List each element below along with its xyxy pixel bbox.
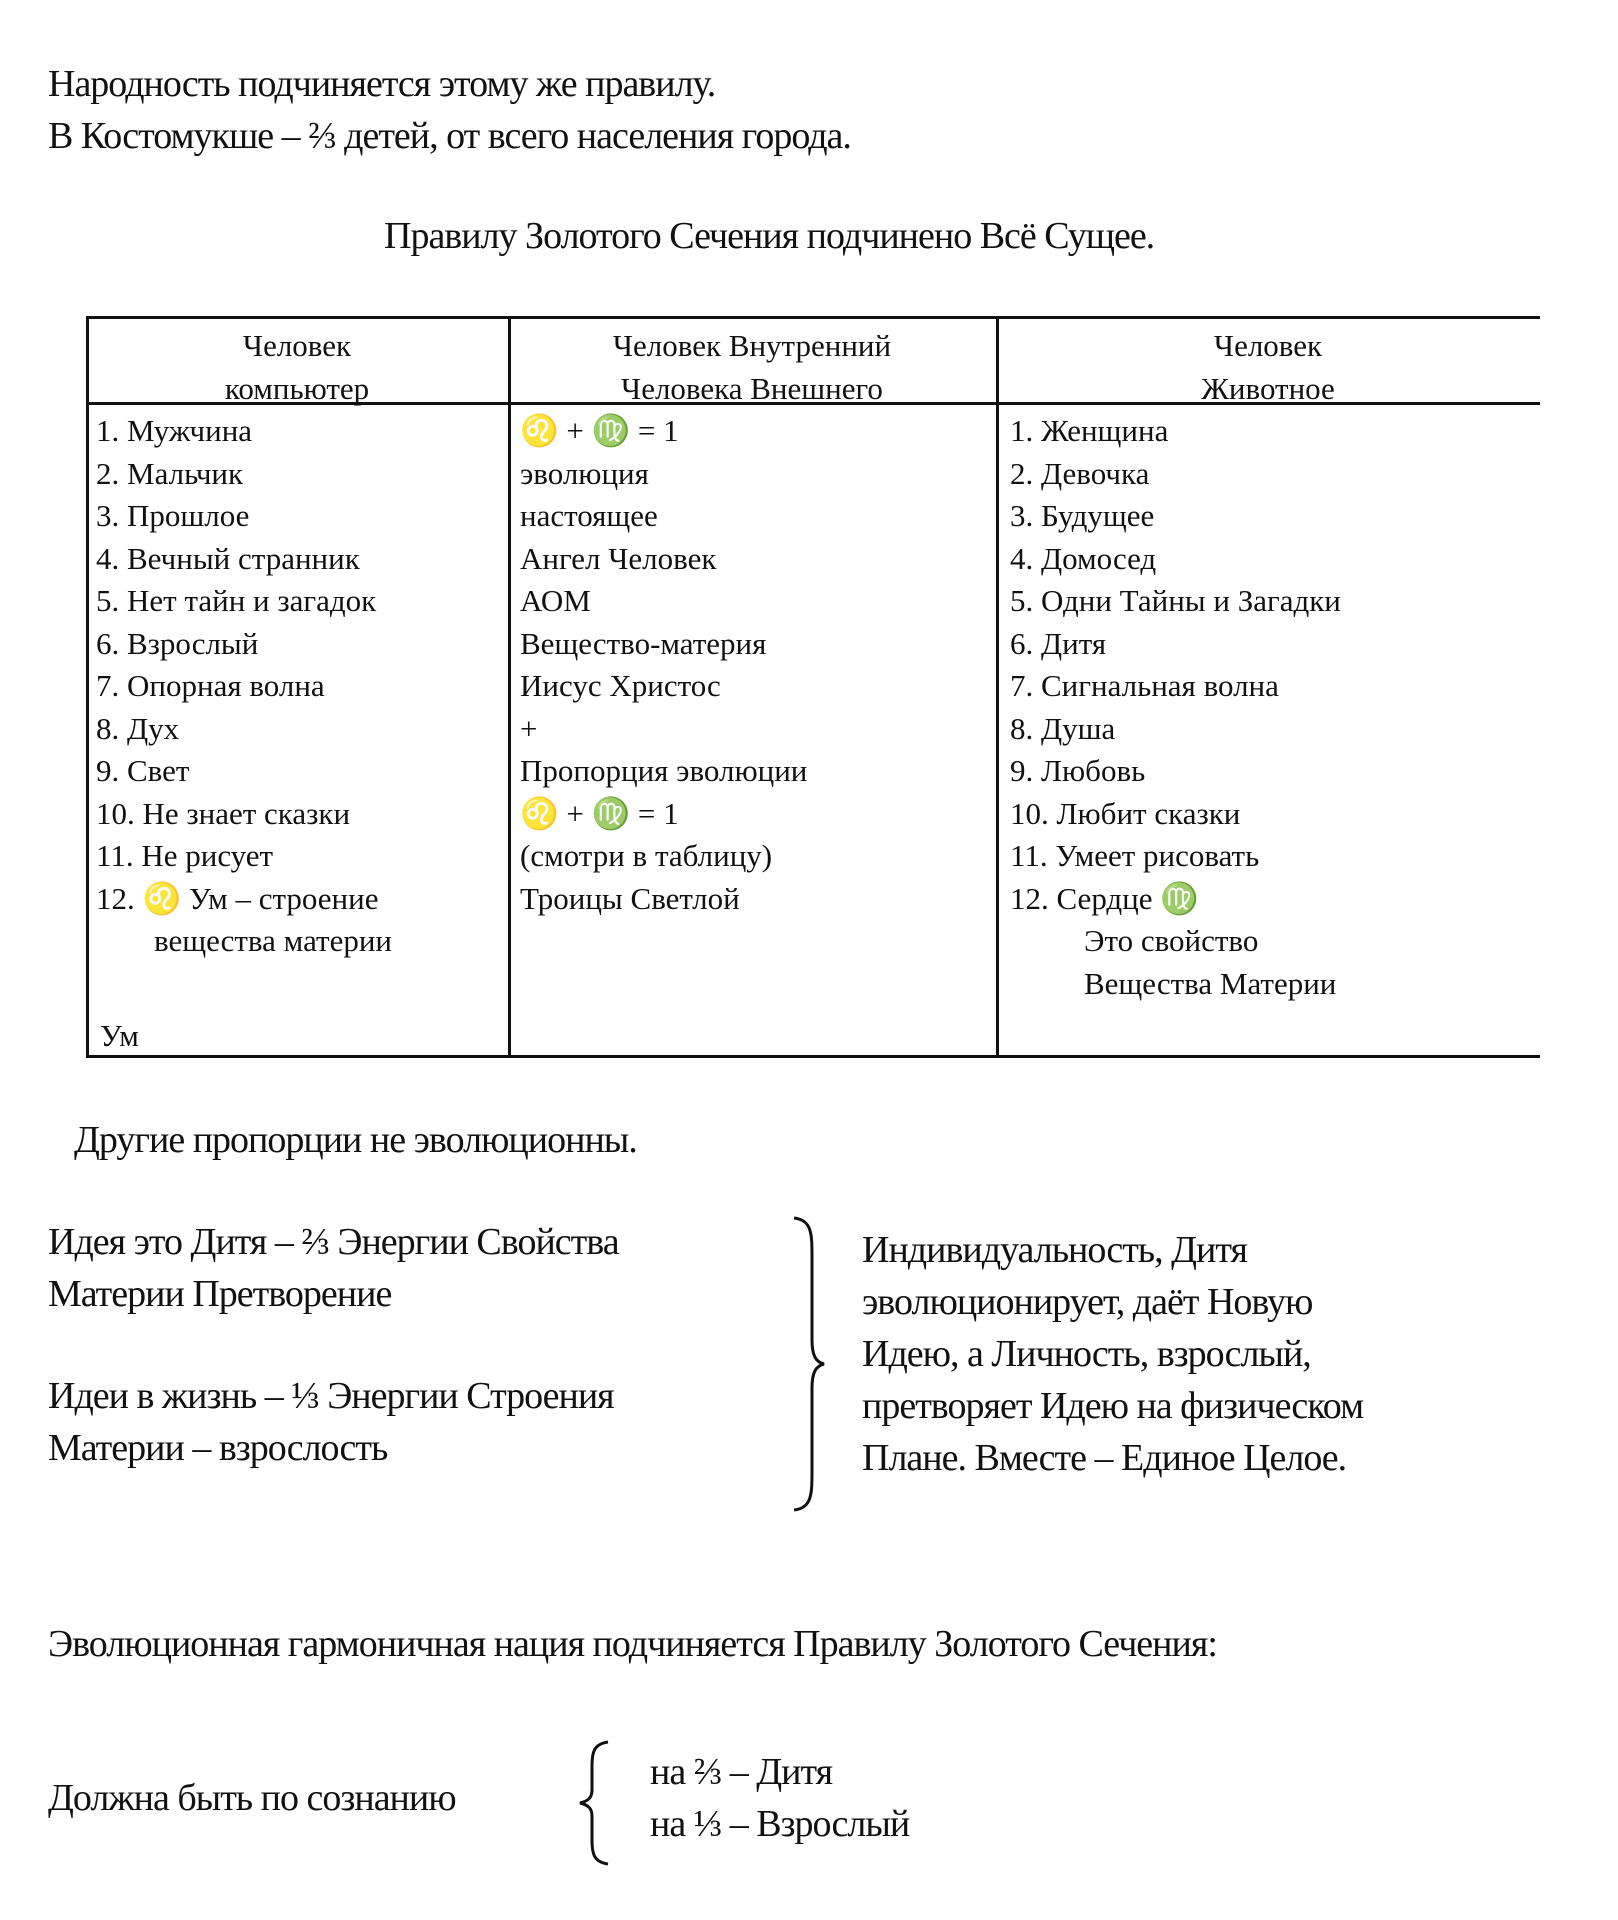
list-item: 11. Умеет рисовать	[1010, 838, 1260, 873]
text-line: претворяет Идею на физическом	[862, 1385, 1364, 1427]
list-item-continuation: Вещества Материи	[1084, 965, 1337, 1001]
table-column-rule-2	[996, 316, 999, 1058]
idea-child-paragraph	[48, 1216, 808, 1320]
consciousness-proportions	[650, 1746, 909, 1850]
list-item: ♌ + ♍ = 1	[520, 795, 679, 831]
list-item: 6. Взрослый	[96, 625, 259, 661]
column-animal-man	[1010, 410, 1341, 1005]
column-inner-man	[520, 410, 807, 920]
list-item: 8. Дух	[96, 710, 180, 746]
list-item: 11. Не рисует	[96, 838, 274, 873]
child-proportion: на ⅔ – Дитя	[650, 1751, 833, 1793]
text-line: Идея это Дитя – ⅔ Энергии Свойства	[48, 1221, 619, 1263]
list-item: настоящее	[520, 498, 658, 533]
intro-line-1: Народность подчиняется этому же правилу.	[48, 63, 716, 105]
list-item: 5. Одни Тайны и Загадки	[1010, 583, 1341, 618]
nation-rule-text: Эволюционная гармоничная нация подчиняется Правилу Золотого Сечения:	[48, 1623, 1217, 1665]
list-item: Вещество-материя	[520, 625, 767, 661]
text-line: Плане. Вместе – Единое Целое.	[862, 1437, 1347, 1479]
text-line: эволюционирует, даёт Новую	[862, 1281, 1313, 1323]
list-item: 5. Нет тайн и загадок	[96, 583, 377, 618]
list-item: ♌ + ♍ = 1	[520, 413, 679, 448]
list-item: 2. Мальчик	[96, 455, 244, 491]
list-item: 8. Душа	[1010, 710, 1116, 746]
list-item-continuation: вещества материи	[154, 923, 393, 958]
table-column-rule-1	[508, 316, 511, 1058]
list-item: 9. Любовь	[1010, 753, 1146, 788]
list-item: 1. Женщина	[1010, 413, 1169, 448]
table-left-rule	[86, 316, 89, 1058]
text-line: Идею, а Личность, взрослый,	[862, 1333, 1311, 1375]
intro-line-2: В Костомукше – ⅔ детей, от всего населения города.	[48, 115, 851, 157]
text-line: Идеи в жизнь – ⅓ Энергии Строения	[48, 1375, 614, 1417]
list-item: Ангел Человек	[520, 540, 717, 576]
left-curly-brace	[574, 1738, 614, 1868]
list-item-continuation: Это свойство	[1084, 923, 1259, 958]
table-top-rule	[86, 316, 1540, 319]
list-item: 12. Сердце ♍	[1010, 880, 1199, 916]
list-item: Пропорция эволюции	[520, 753, 808, 788]
right-curly-brace	[788, 1214, 828, 1514]
list-item: 4. Домосед	[1010, 540, 1157, 576]
adult-proportion: на ⅓ – Взрослый	[650, 1803, 910, 1845]
idea-life-paragraph	[48, 1370, 808, 1474]
list-item: 3. Будущее	[1010, 498, 1155, 533]
list-item: 3. Прошлое	[96, 498, 250, 533]
list-item: 4. Вечный странник	[96, 540, 360, 576]
list-item: Троицы Светлой	[520, 880, 740, 916]
text-line: Материи – взрослость	[48, 1427, 388, 1469]
list-item: +	[520, 710, 538, 746]
header-inner-man: Человек Внутренний Человека Внешнего	[612, 328, 892, 406]
list-item: (смотри в таблицу)	[520, 838, 773, 873]
list-item: 1. Мужчина	[96, 413, 253, 448]
text-line: Индивидуальность, Дитя	[862, 1229, 1247, 1271]
list-item: 2. Девочка	[1010, 455, 1150, 491]
column-footer-mind: Ум	[100, 1018, 139, 1053]
intro-paragraph	[48, 58, 1348, 162]
other-proportions-text: Другие пропорции не эволюционны.	[74, 1119, 637, 1161]
list-item: 9. Свет	[96, 753, 190, 788]
list-item: 7. Опорная волна	[96, 668, 325, 703]
column-computer-man	[96, 410, 392, 963]
list-item: эволюция	[520, 455, 649, 491]
header-animal-man: Человек Животное	[1201, 328, 1335, 406]
header-computer-man: Человек компьютер	[224, 328, 370, 406]
comparison-table	[86, 316, 1540, 1058]
consciousness-label: Должна быть по сознанию	[48, 1777, 456, 1819]
golden-section-heading: Правилу Золотого Сечения подчинено Всё Сущее.	[384, 215, 1155, 257]
text-line: Материи Претворение	[48, 1273, 392, 1315]
individuality-explanation	[862, 1224, 1582, 1484]
list-item: Иисус Христос	[520, 668, 721, 703]
list-item: 7. Сигнальная волна	[1010, 668, 1279, 703]
table-bottom-rule	[86, 1055, 1540, 1058]
list-item: 12. ♌ Ум – строение	[96, 880, 379, 916]
list-item: АОМ	[520, 583, 591, 618]
list-item: 10. Не знает сказки	[96, 795, 351, 831]
list-item: 6. Дитя	[1010, 625, 1107, 661]
list-item: 10. Любит сказки	[1010, 795, 1241, 831]
idea-definitions	[48, 1216, 808, 1474]
